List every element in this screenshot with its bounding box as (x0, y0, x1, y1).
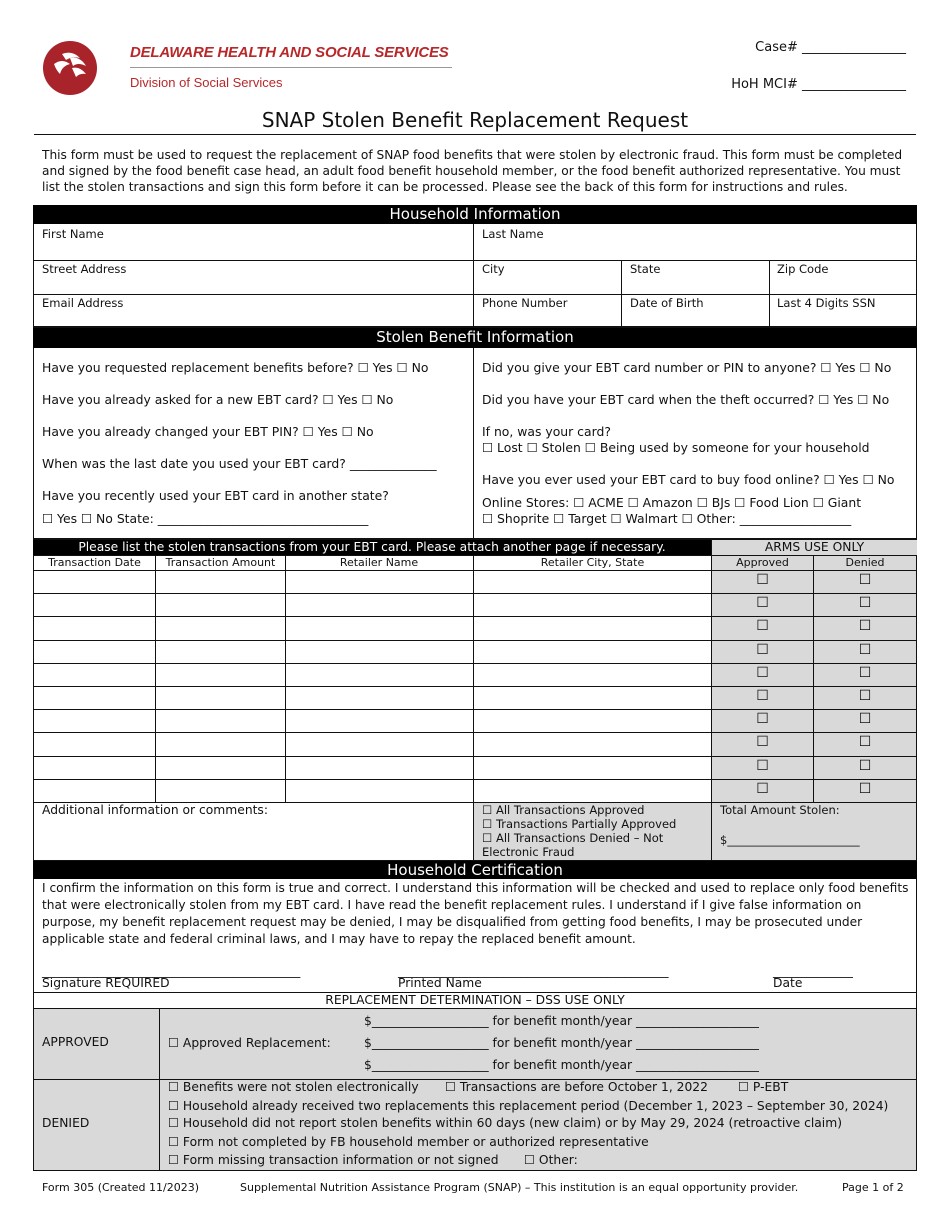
denied-missing-info[interactable]: ☐ Form missing transaction information or not signed (168, 1153, 499, 1167)
table-row (33, 593, 917, 594)
other-state-options[interactable]: ☐ Yes ☐ No State: __________________________________ (42, 511, 369, 526)
denied-checkbox[interactable]: ☐ (858, 665, 872, 681)
state-field[interactable]: State (630, 262, 661, 276)
table-row (33, 732, 917, 733)
denied-other[interactable]: ☐ Other: (524, 1153, 578, 1167)
division-name: Division of Social Services (130, 75, 283, 90)
approved-checkbox[interactable]: ☐ (756, 572, 769, 588)
email-address-field[interactable]: Email Address (42, 296, 124, 310)
col-retailer-name: Retailer Name (339, 556, 419, 569)
denied-checkbox[interactable]: ☐ (858, 688, 872, 704)
approved-checkbox[interactable]: ☐ (756, 688, 769, 704)
transactions-heading: Please list the stolen transactions from your EBT card. Please attach another page if necessary. (33, 540, 711, 555)
question-online-food[interactable]: Have you ever used your EBT card to buy food online? ☐ Yes ☐ No (482, 472, 895, 487)
agency-name: DELAWARE HEALTH AND SOCIAL SERVICES (130, 44, 449, 61)
last-name-field[interactable]: Last Name (482, 227, 544, 241)
page-title: SNAP Stolen Benefit Replacement Request (261, 108, 689, 132)
status-all-approved[interactable]: ☐ All Transactions Approved (482, 803, 645, 817)
zip-code-field[interactable]: Zip Code (777, 262, 829, 276)
total-amount-label: Total Amount Stolen: (720, 803, 840, 817)
approved-checkbox[interactable]: ☐ (756, 665, 769, 681)
question-gave-pin[interactable]: Did you give your EBT card number or PIN to anyone? ☐ Yes ☐ No (482, 360, 892, 375)
denied-checkbox[interactable]: ☐ (858, 758, 872, 774)
case-number-field[interactable]: Case# ________________ (755, 40, 906, 55)
first-name-field[interactable]: First Name (42, 227, 104, 241)
household-heading: Household Information (33, 205, 917, 224)
denied-checkbox[interactable]: ☐ (858, 734, 872, 750)
arms-use-only-heading: ARMS USE ONLY (711, 540, 917, 555)
denied-late-report[interactable]: ☐ Household did not report stolen benefits within 60 days (new claim) or by May 29, 2024 (retroactive claim) (168, 1116, 842, 1130)
agency-divider (130, 67, 452, 68)
status-partially-approved[interactable]: ☐ Transactions Partially Approved (482, 817, 677, 831)
question-other-state: Have you recently used your EBT card in another state? (42, 488, 389, 503)
approved-checkbox[interactable]: ☐ (756, 781, 769, 797)
table-row (33, 616, 917, 617)
date-label: Date (773, 976, 803, 990)
form-number: Form 305 (Created 11/2023) (42, 1181, 200, 1194)
date-of-birth-field[interactable]: Date of Birth (630, 296, 704, 310)
city-field[interactable]: City (482, 262, 505, 276)
approved-amount-3[interactable]: $___________________ for benefit month/year ____________________ (364, 1058, 759, 1072)
intro-paragraph: This form must be used to request the replacement of SNAP food benefits that were stolen by electronic fraud. This form must be completed and signed by the food benefit case head, an adult food benefit household member, or the food benefit authorized representative. You must list the stolen transactions and sign this form before it can be processed. Please see the back of this form for instructions and rules. (42, 148, 903, 194)
question-last-used-date[interactable]: When was the last date you used your EBT card? ______________ (42, 456, 437, 471)
denied-checkbox[interactable]: ☐ (858, 711, 872, 727)
online-stores-options[interactable]: Online Stores: ☐ ACME ☐ Amazon ☐ BJs ☐ Food Lion ☐ Giant (482, 495, 862, 510)
signature-label: Signature REQUIRED (42, 976, 170, 990)
card-status-options[interactable]: ☐ Lost ☐ Stolen ☐ Being used by someone for your household (482, 440, 870, 455)
total-amount-field[interactable]: $_______________________ (720, 833, 860, 847)
table-row (33, 709, 917, 710)
street-address-field[interactable]: Street Address (42, 262, 127, 276)
stolen-benefit-heading: Stolen Benefit Information (33, 328, 917, 348)
col-retailer-city-state: Retailer City, State (540, 556, 645, 569)
question-had-card[interactable]: Did you have your EBT card when the theft occurred? ☐ Yes ☐ No (482, 392, 890, 407)
status-all-denied[interactable]: ☐ All Transactions Denied – Not Electronic Fraud (482, 831, 664, 859)
col-approved: Approved (736, 556, 789, 569)
phone-number-field[interactable]: Phone Number (482, 296, 568, 310)
page-number: Page 1 of 2 (842, 1181, 904, 1194)
col-denied: Denied (845, 556, 885, 569)
approved-replacement-checkbox[interactable]: ☐ Approved Replacement: (168, 1036, 331, 1050)
question-replacement-before[interactable]: Have you requested replacement benefits before? ☐ Yes ☐ No (42, 360, 429, 375)
date-line[interactable]: _____________ (773, 964, 853, 978)
approved-checkbox[interactable]: ☐ (756, 711, 769, 727)
determination-heading: REPLACEMENT DETERMINATION – DSS USE ONLY (34, 993, 916, 1008)
comments-field[interactable]: Additional information or comments: (42, 803, 268, 817)
table-row (33, 570, 917, 571)
col-transaction-amount: Transaction Amount (165, 556, 276, 569)
online-stores-options-2[interactable]: ☐ Shoprite ☐ Target ☐ Walmart ☐ Other: __________________ (482, 511, 852, 526)
denied-label: DENIED (42, 1116, 90, 1130)
col-transaction-date: Transaction Date (48, 556, 141, 569)
dhss-logo-icon (42, 40, 98, 96)
denied-not-electronic[interactable]: ☐ Benefits were not stolen electronically (168, 1080, 419, 1094)
denied-checkbox[interactable]: ☐ (858, 572, 872, 588)
question-changed-pin[interactable]: Have you already changed your EBT PIN? ☐ Yes ☐ No (42, 424, 374, 439)
denied-checkbox[interactable]: ☐ (858, 618, 872, 634)
table-row (33, 686, 917, 687)
printed-name-label: Printed Name (398, 976, 482, 990)
approved-checkbox[interactable]: ☐ (756, 618, 769, 634)
table-row (33, 779, 917, 780)
approved-amount-1[interactable]: $___________________ for benefit month/year ____________________ (364, 1014, 759, 1028)
title-divider (34, 134, 916, 135)
denied-before-oct-2022[interactable]: ☐ Transactions are before October 1, 2022 (445, 1080, 708, 1094)
approved-checkbox[interactable]: ☐ (756, 734, 769, 750)
printed-name-line[interactable]: ____________________________________________ (398, 964, 669, 978)
question-card-status: If no, was your card? (482, 424, 611, 439)
denied-checkbox[interactable]: ☐ (858, 595, 872, 611)
question-new-ebt-card[interactable]: Have you already asked for a new EBT card? ☐ Yes ☐ No (42, 392, 394, 407)
certification-heading: Household Certification (33, 861, 917, 879)
approved-label: APPROVED (42, 1035, 109, 1049)
denied-two-replacements[interactable]: ☐ Household already received two replacements this replacement period (December 1, 2023 – September 30, 2024) (168, 1099, 889, 1113)
signature-line[interactable]: __________________________________________ (42, 964, 301, 978)
denied-checkbox[interactable]: ☐ (858, 781, 872, 797)
denied-p-ebt[interactable]: ☐ P-EBT (738, 1080, 789, 1094)
approved-checkbox[interactable]: ☐ (756, 642, 769, 658)
table-row (33, 756, 917, 757)
table-row (33, 640, 917, 641)
approved-checkbox[interactable]: ☐ (756, 758, 769, 774)
certification-text: I confirm the information on this form is true and correct. I understand this information will be checked and used to replace only food benefits that were electronically stolen from my EBT card. I have read the benefit replacement rules. I understand if I give false information on purpose, my benefit replacement request may be denied, I may be disqualified from getting food benefits, I may be prosecuted under applicable state and federal criminal laws, and I may have to repay the replaced benefit amount. (42, 881, 909, 946)
program-statement: Supplemental Nutrition Assistance Program (SNAP) – This institution is an equal opportunity provider. (240, 1181, 799, 1194)
table-row (33, 663, 917, 664)
approved-checkbox[interactable]: ☐ (756, 595, 769, 611)
approved-amount-2[interactable]: $___________________ for benefit month/year ____________________ (364, 1036, 759, 1050)
denied-not-completed[interactable]: ☐ Form not completed by FB household member or authorized representative (168, 1135, 649, 1149)
denied-checkbox[interactable]: ☐ (858, 642, 872, 658)
hoh-mci-field[interactable]: HoH MCI# ________________ (731, 77, 906, 92)
ssn-last4-field[interactable]: Last 4 Digits SSN (777, 296, 876, 310)
